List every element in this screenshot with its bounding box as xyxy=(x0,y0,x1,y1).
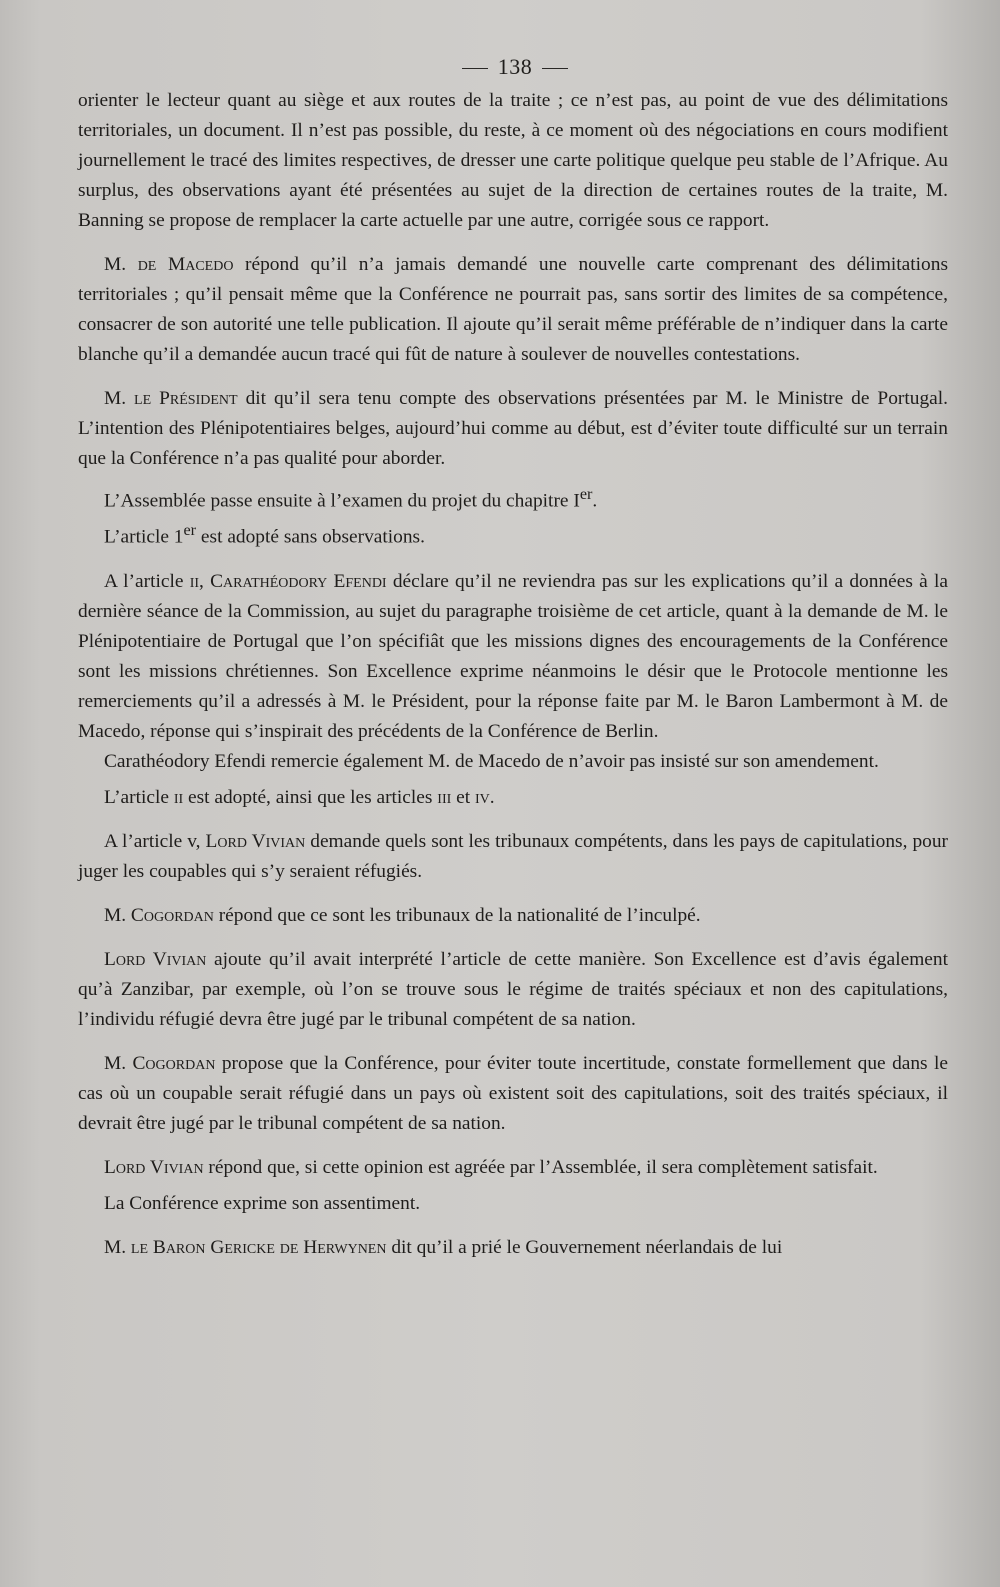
paragraph-text: et xyxy=(451,786,475,808)
paragraph xyxy=(78,250,948,370)
paragraph-text: répond que, si cette opinion est agréée par l’Assemblée, il sera complètement satisfait. xyxy=(203,1156,878,1178)
page-number-value: 138 xyxy=(497,54,533,79)
superscript: er xyxy=(183,522,197,540)
speaker-name: M. Cogordan xyxy=(104,904,214,926)
page-number-dash-left xyxy=(462,68,488,69)
speaker-name: M. Cogordan xyxy=(104,1052,216,1074)
paragraph: orienter le lecteur quant au siège et aux routes de la traite ; ce n’est pas, au point de vue des délimitations territoriales, un document. Il n’est pas possible, du reste, à ce moment où des négociations en cours modifient journellement le tracé des limites respectives, de dresser une carte politique quelque peu stable de l’Afrique. Au surplus, des observations ayant été présentées au sujet de la direction de certaines routes de la traite, M. Banning se propose de remplacer la carte actuelle par une autre, corrigée sous ce rapport. xyxy=(78,90,948,231)
paragraph-text: L’Assemblée passe ensuite à l’examen du projet du chapitre I xyxy=(104,490,580,512)
paragraph xyxy=(78,516,948,552)
paragraph xyxy=(78,1153,948,1183)
paragraph-text: L’article 1 xyxy=(104,526,184,548)
paragraph xyxy=(78,783,948,813)
paragraph xyxy=(78,827,948,887)
paragraph-text: dit qu’il a prié le Gouvernement néerlandais de lui xyxy=(386,1236,783,1258)
speaker-name: Lord Vivian xyxy=(205,830,306,852)
paragraph-text: A l’article v, xyxy=(104,830,206,852)
article-number: ii xyxy=(189,570,200,592)
superscript: er xyxy=(579,486,593,503)
paragraph-text: répond qu’il n’a jamais demandé une nouvelle carte comprenant des délimitations territoriales ; qu’il pensait même que la Conférence ne pourrait pas, sans sortir des limites de sa compétence, consacrer de son autorité une telle publication. Il ajoute qu’il serait même préférable de n’indiquer dans la carte blanche qu’il a demandée aucun tracé qui fût de nature à soulever de nouvelles contestations. xyxy=(78,254,948,365)
paragraph-text: demande quels sont les tribunaux compétents, dans les pays de capitulations, pour juger les coupables qui s’y seraient réfugiés. xyxy=(78,830,948,882)
paragraph-text: . xyxy=(489,786,495,808)
paragraph-text: est adopté, ainsi que les articles xyxy=(183,786,438,808)
paragraph xyxy=(78,1049,948,1139)
paragraph-text: , xyxy=(199,570,211,592)
page-number-dash-right xyxy=(542,68,568,69)
speaker-name: M. le Président xyxy=(104,388,238,409)
speaker-name: M. le Baron Gericke de Herwynen xyxy=(104,1236,387,1258)
paragraph: Carathéodory Efendi remercie également M. de Macedo de n’avoir pas insisté sur son amendement. xyxy=(104,750,879,772)
article-number: iv xyxy=(475,786,490,808)
speaker-name: M. de Macedo xyxy=(104,254,234,275)
paragraph-text: . xyxy=(592,490,598,512)
paragraph-text: déclare qu’il ne reviendra pas sur les explications qu’il a données à la dernière séance de la Commission, au sujet du paragraphe troisième de cet article, quant à la demande de M. le Plénipotentiaire de Portugal que l’on spécifiât que les missions dignes des encouragements de la Conférence sont les missions chrétiennes. Son Excellence exprime néanmoins le désir que le Protocole mentionne les remerciements qu’il a adressés à M. le Président, pour la réponse faite par M. le Baron Lambermont à M. de Macedo, réponse qui s’inspirait des précédents de la Conférence de Berlin. xyxy=(78,570,948,742)
paragraph-text: propose que la Conférence, pour éviter toute incertitude, constate formellement que dans le cas où un coupable serait réfugié dans un pays où existent soit des capitulations, soit des traités spéciaux, il devrait être jugé par le tribunal compétent de sa nation. xyxy=(78,1052,949,1134)
paragraph-text: A l’article xyxy=(104,570,190,592)
paragraph-text: ajoute qu’il avait interprété l’article de cette manière. Son Excellence est d’avis également qu’à Zanzibar, par exemple, où l’on se trouve sous le régime de traités spéciaux et non des capitulations, l’individu réfugié devra être jugé par le tribunal compétent de sa nation. xyxy=(78,948,948,1030)
speaker-name: Lord Vivian xyxy=(104,1156,204,1178)
paragraph: La Conférence exprime son assentiment. xyxy=(104,1192,421,1214)
paragraph-text: L’article xyxy=(104,786,174,808)
article-number: iii xyxy=(437,786,452,808)
speaker-name: Carathéodory Efendi xyxy=(210,570,387,592)
speaker-name: Lord Vivian xyxy=(104,948,207,970)
paragraph-text: dit qu’il sera tenu compte des observations présentées par M. le Ministre de Portugal. L’intention des Plénipotentiaires belges, aujourd’hui comme au début, est d’éviter toute difficulté sur un terrain que la Conférence n’a pas qualité pour aborder. xyxy=(78,388,948,469)
article-number: ii xyxy=(173,786,184,808)
body-text xyxy=(78,86,948,1263)
paragraph xyxy=(78,901,948,931)
paragraph xyxy=(78,1233,948,1263)
paragraph-text: est adopté sans observations. xyxy=(196,526,425,548)
paragraph xyxy=(78,384,948,474)
paragraph xyxy=(78,945,948,1035)
paragraph xyxy=(78,480,948,516)
paragraph xyxy=(78,567,948,747)
page-number xyxy=(0,54,1000,80)
paragraph-text: répond que ce sont les tribunaux de la nationalité de l’inculpé. xyxy=(213,904,701,926)
